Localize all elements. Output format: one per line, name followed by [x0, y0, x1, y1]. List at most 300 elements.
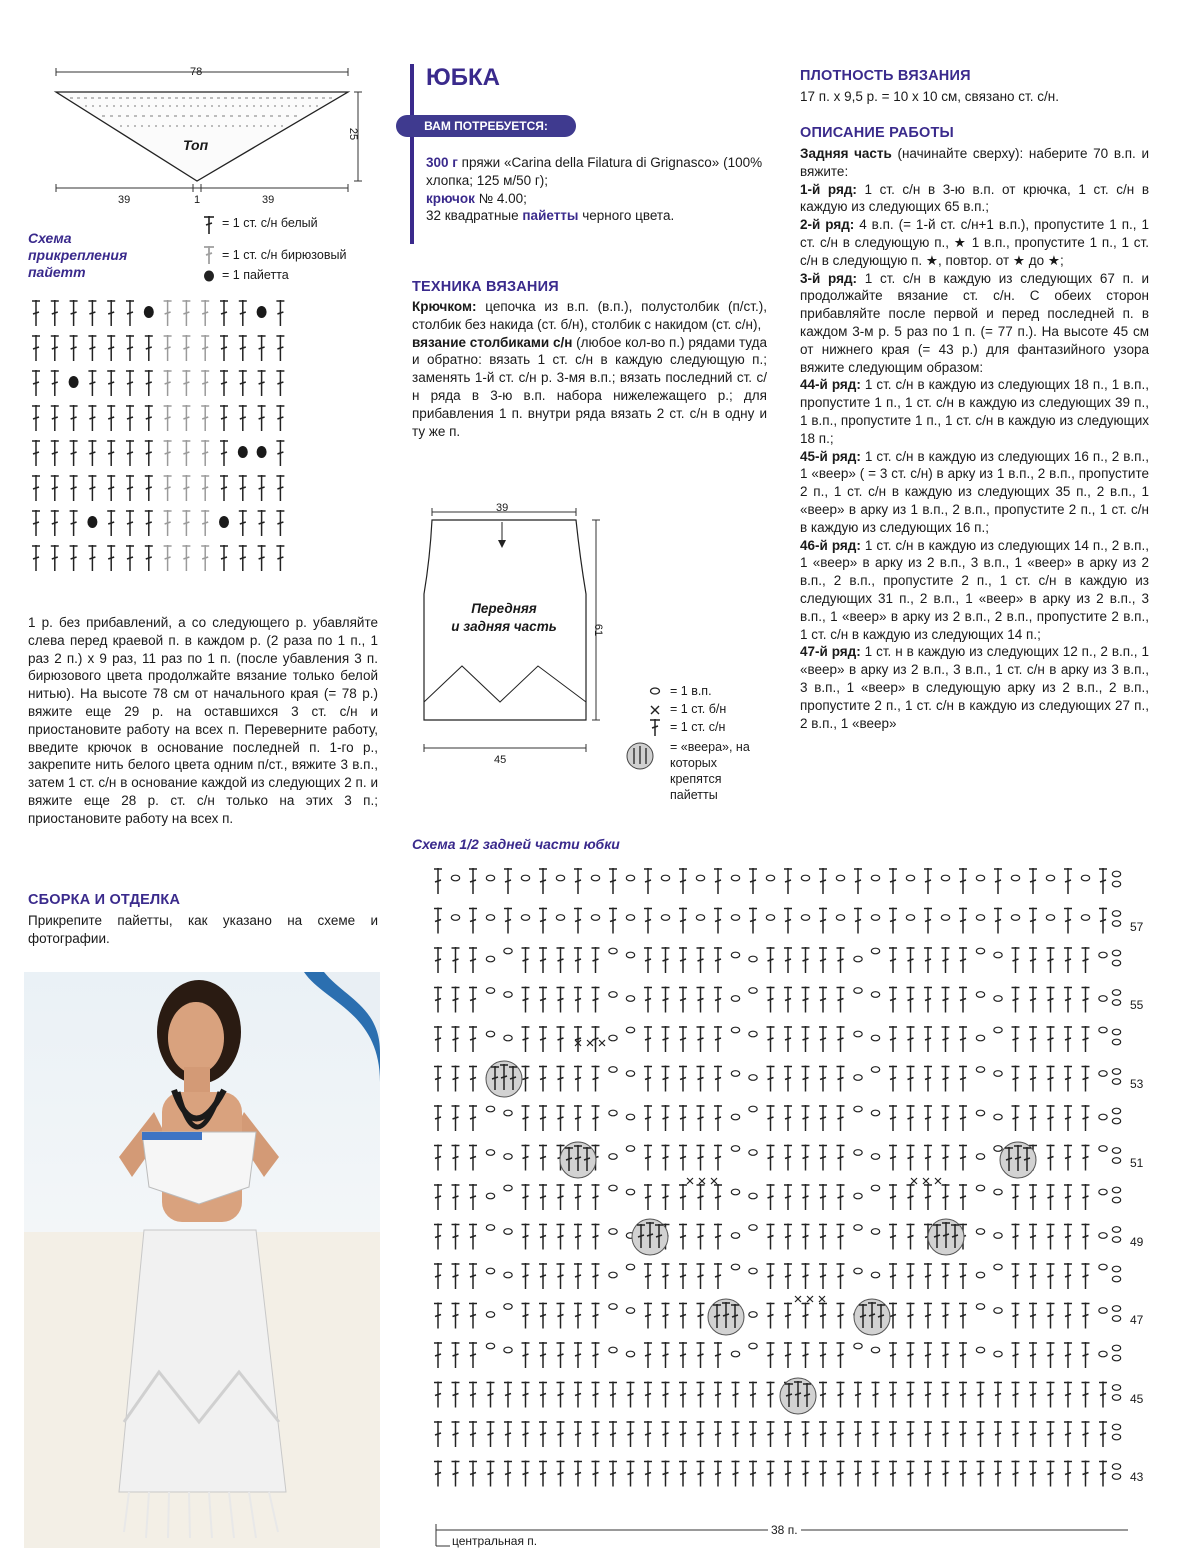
dc-stitch — [1064, 1224, 1072, 1250]
white-dc-stitch — [126, 440, 134, 466]
dc-stitch — [802, 1263, 810, 1289]
white-dc-stitch — [276, 510, 284, 536]
dc-stitch — [889, 1105, 897, 1131]
chain-stitch — [1099, 1189, 1107, 1195]
chain-stitch — [994, 1071, 1002, 1077]
dc-stitch — [644, 1263, 652, 1289]
chain-stitch — [941, 875, 949, 881]
dc-stitch — [784, 1224, 792, 1250]
description-heading: ОПИСАНИЕ РАБОТЫ — [800, 125, 954, 141]
chain-stitch — [1099, 1264, 1107, 1270]
fan-motif — [1000, 1142, 1036, 1178]
chain-stitch — [801, 875, 809, 881]
white-dc-stitch — [220, 545, 228, 571]
dc-stitch — [539, 1342, 547, 1368]
chain-stitch — [749, 1150, 757, 1156]
dc-stitch — [452, 1105, 460, 1131]
turquoise-dc-stitch — [164, 370, 172, 396]
chain-stitch — [504, 1347, 512, 1353]
white-dc-stitch — [70, 300, 78, 326]
dc-stitch — [557, 1066, 565, 1092]
desc-label: 47-й ряд: — [800, 644, 861, 660]
dc-stitch — [1047, 1066, 1055, 1092]
dc-stitch — [924, 1461, 932, 1487]
white-dc-stitch — [32, 300, 40, 326]
dc-stitch — [452, 1342, 460, 1368]
dc-stitch — [469, 1461, 477, 1487]
white-dc-stitch — [32, 475, 40, 501]
dc-stitch — [767, 1303, 775, 1329]
dc-stitch — [837, 1224, 845, 1250]
dc-stitch — [679, 1066, 687, 1092]
chain-stitch — [451, 915, 459, 921]
dc-stitch — [1029, 1382, 1037, 1408]
sc-stitch — [687, 1178, 693, 1184]
dc-stitch — [889, 1461, 897, 1487]
dc-stitch — [802, 1184, 810, 1210]
chain-stitch — [609, 1067, 617, 1073]
white-dc-stitch — [107, 440, 115, 466]
dc-stitch — [1029, 868, 1037, 894]
dc-stitch — [1064, 1066, 1072, 1092]
dc-stitch — [714, 1026, 722, 1052]
chain-stitch — [731, 1351, 739, 1357]
dc-stitch — [1012, 1303, 1020, 1329]
dc-stitch — [837, 1303, 845, 1329]
chain-stitch — [486, 1106, 494, 1112]
dc-stitch — [872, 1421, 880, 1447]
dc-stitch — [802, 1066, 810, 1092]
gauge-text: 17 п. х 9,5 р. = 10 х 10 см, связано ст. с/н. — [800, 89, 1059, 104]
dc-stitch — [452, 1421, 460, 1447]
dc-stitch — [1047, 1382, 1055, 1408]
dc-stitch — [679, 868, 687, 894]
desc-text: 4 в.п. (= 1-й ст. с/н+1 в.п.), пропустите 1 п., 1 ст. с/н в следующую п., ★ 1 в.п., пропустите 1 п., 1 ст. с/н в следующую п. ★, повтор. от ★ до ★; — [800, 217, 1149, 268]
chain-stitch — [1112, 1029, 1120, 1035]
dc-stitch — [679, 947, 687, 973]
dc-stitch — [784, 908, 792, 934]
dc-stitch — [1064, 868, 1072, 894]
sequin-dot — [144, 306, 154, 318]
chain-stitch — [749, 1031, 757, 1037]
dc-stitch — [784, 1145, 792, 1171]
dc-stitch — [959, 1145, 967, 1171]
dc-stitch — [522, 1066, 530, 1092]
dc-stitch — [1099, 1382, 1107, 1408]
dc-stitch — [977, 1382, 985, 1408]
stitch-count-unit: п. — [787, 1523, 798, 1537]
turquoise-dc-stitch — [164, 545, 172, 571]
dc-stitch — [592, 1184, 600, 1210]
white-dc-stitch — [126, 370, 134, 396]
dc-stitch — [714, 1263, 722, 1289]
dc-stitch — [557, 1184, 565, 1210]
chain-stitch — [556, 875, 564, 881]
dc-stitch — [784, 1066, 792, 1092]
row-label: 49 — [1130, 1235, 1144, 1249]
chain-stitch — [1099, 1071, 1107, 1077]
dc-stitch — [749, 868, 757, 894]
dc-stitch — [1012, 1184, 1020, 1210]
dc-stitch — [749, 1421, 757, 1447]
chain-stitch — [871, 992, 879, 998]
dc-stitch — [942, 1342, 950, 1368]
white-dc-stitch — [126, 510, 134, 536]
turquoise-dc-stitch — [182, 405, 190, 431]
dc-stitch — [592, 1026, 600, 1052]
sc-icon — [651, 706, 659, 714]
dc-stitch — [907, 1421, 915, 1447]
dc-stitch — [819, 1224, 827, 1250]
dc-stitch — [1029, 987, 1037, 1013]
dc-stitch — [714, 987, 722, 1013]
chain-stitch — [504, 948, 512, 954]
white-dc-stitch — [145, 510, 153, 536]
dc-stitch — [924, 908, 932, 934]
turquoise-dc-stitch — [182, 335, 190, 361]
dc-stitch — [469, 868, 477, 894]
white-dc-stitch — [276, 475, 284, 501]
chain-stitch — [626, 996, 634, 1002]
dc-stitch — [522, 1026, 530, 1052]
chain-stitch — [1112, 1266, 1120, 1272]
dc-stitch — [469, 1303, 477, 1329]
dc-stitch — [1012, 1342, 1020, 1368]
dc-stitch — [662, 1461, 670, 1487]
dc-stitch — [889, 947, 897, 973]
top-title: Топ — [183, 137, 209, 153]
white-dc-stitch — [145, 545, 153, 571]
dc-stitch — [452, 1026, 460, 1052]
dc-stitch — [1047, 1145, 1055, 1171]
dc-stitch — [679, 1461, 687, 1487]
dc-stitch — [819, 1461, 827, 1487]
dc-stitch — [767, 1342, 775, 1368]
chain-stitch — [1112, 1118, 1120, 1124]
dc-stitch — [697, 947, 705, 973]
top-width-label: 78 — [190, 66, 203, 78]
white-dc-stitch — [239, 510, 247, 536]
chain-stitch — [749, 988, 757, 994]
dc-stitch — [1029, 947, 1037, 973]
dc-stitch — [767, 1105, 775, 1131]
chain-stitch — [801, 915, 809, 921]
chain-stitch — [871, 1185, 879, 1191]
dc-stitch — [679, 1026, 687, 1052]
dc-stitch — [959, 1184, 967, 1210]
chain-stitch — [1112, 1276, 1120, 1282]
dc-stitch — [434, 1066, 442, 1092]
dc-stitch — [907, 1145, 915, 1171]
white-dc-stitch — [51, 510, 59, 536]
dc-stitch — [609, 1421, 617, 1447]
row-label: 55 — [1130, 998, 1144, 1012]
white-dc-stitch — [70, 335, 78, 361]
white-dc-stitch — [276, 440, 284, 466]
dc-stitch — [784, 1105, 792, 1131]
sequin-stitch-grid — [28, 296, 298, 582]
dc-stitch — [907, 1184, 915, 1210]
fan-motif — [928, 1219, 964, 1255]
chain-stitch — [1112, 1306, 1120, 1312]
dc-stitch — [907, 1263, 915, 1289]
chain-stitch — [1112, 1158, 1120, 1164]
white-dc-stitch — [145, 440, 153, 466]
row-label: 57 — [1130, 920, 1144, 934]
dc-stitch — [539, 1461, 547, 1487]
white-dc-stitch — [70, 440, 78, 466]
dc-stitch — [434, 1342, 442, 1368]
assembly-text: Прикрепите пайетты, как указано на схеме и фотографии. — [28, 913, 378, 946]
dc-stitch — [574, 1461, 582, 1487]
chain-stitch — [451, 875, 459, 881]
chain-stitch — [486, 1343, 494, 1349]
dc-stitch — [837, 1263, 845, 1289]
dc-stitch — [1082, 1224, 1090, 1250]
dc-stitch — [487, 1382, 495, 1408]
dc-stitch — [1064, 947, 1072, 973]
dc-stitch — [697, 1105, 705, 1131]
dc-stitch — [679, 1224, 687, 1250]
dc-stitch — [662, 1263, 670, 1289]
chain-stitch — [626, 1027, 634, 1033]
dc-stitch — [679, 1145, 687, 1171]
chain-stitch — [1112, 960, 1120, 966]
dc-stitch — [749, 1461, 757, 1487]
chain-stitch — [976, 1035, 984, 1041]
dc-stitch — [1047, 1263, 1055, 1289]
dc-stitch — [1064, 987, 1072, 1013]
dc-stitch — [942, 1303, 950, 1329]
white-dc-stitch — [51, 405, 59, 431]
turquoise-dc-icon — [204, 246, 214, 264]
dc-stitch — [819, 1066, 827, 1092]
skirt-accent-bar — [410, 64, 414, 244]
chain-stitch — [1112, 1069, 1120, 1075]
dc-stitch — [644, 1184, 652, 1210]
dc-stitch — [924, 1026, 932, 1052]
dc-stitch — [784, 1461, 792, 1487]
chain-stitch — [1112, 1237, 1120, 1243]
dc-stitch — [767, 1184, 775, 1210]
dc-stitch — [679, 987, 687, 1013]
dc-stitch — [1082, 1026, 1090, 1052]
dc-stitch — [784, 1263, 792, 1289]
dc-stitch — [802, 1303, 810, 1329]
chain-stitch — [731, 1071, 739, 1077]
chain-stitch — [1112, 1474, 1120, 1480]
dc-stitch — [469, 987, 477, 1013]
dc-stitch — [539, 1224, 547, 1250]
turquoise-dc-stitch — [201, 510, 209, 536]
dc-stitch — [504, 1421, 512, 1447]
dc-stitch — [469, 908, 477, 934]
chain-stitch — [836, 915, 844, 921]
chain-stitch — [504, 1185, 512, 1191]
dc-stitch — [434, 908, 442, 934]
dc-stitch — [452, 1066, 460, 1092]
dc-stitch — [522, 1303, 530, 1329]
dc-stitch — [889, 1026, 897, 1052]
dc-stitch — [942, 1421, 950, 1447]
chain-stitch — [906, 875, 914, 881]
chain-stitch — [731, 875, 739, 881]
sequins-pre: 32 квадратные — [426, 208, 523, 224]
chain-stitch — [976, 1154, 984, 1160]
dc-stitch — [452, 1303, 460, 1329]
chain-stitch — [609, 1347, 617, 1353]
chain-stitch — [994, 1146, 1002, 1152]
dc-stitch — [697, 1263, 705, 1289]
fan-motif — [708, 1299, 744, 1335]
white-dc-stitch — [276, 405, 284, 431]
dc-stitch — [592, 1342, 600, 1368]
dc-stitch — [1064, 1382, 1072, 1408]
chain-stitch — [609, 1272, 617, 1278]
top-bottom-label-right: 39 — [262, 194, 275, 206]
desc-text: 1 ст. с/н в каждую из следующих 14 п., 2 в.п., 1 «веер» в арку из 2 в.п., 3 в.п., 1 «веер» в арку из 2 в.п., 2 в.п., пропустите 2 п., 1 ст. с/н в каждую из следующих 31 п., 2 в.п., 1 «веер» в арку из 2 в.п., 3 в.п., 1 «веер» в арку из 2 в.п., 2 в.п., пропустите 2 в.п., 1 ст. с/н в каждую из следующих 14 п.; — [800, 537, 1149, 642]
dc-stitch — [644, 1066, 652, 1092]
dc-stitch — [627, 1382, 635, 1408]
dc-stitch — [522, 1342, 530, 1368]
white-dc-stitch — [70, 475, 78, 501]
dc-stitch — [767, 987, 775, 1013]
dc-stitch — [1082, 1461, 1090, 1487]
chain-stitch — [1112, 1464, 1120, 1470]
skirt-stitch-chart — [428, 860, 1168, 1560]
chain-stitch — [626, 875, 634, 881]
chain-stitch — [1099, 1233, 1107, 1239]
dc-stitch — [679, 1382, 687, 1408]
dc-stitch — [557, 1421, 565, 1447]
chain-stitch — [696, 875, 704, 881]
chain-stitch — [1099, 952, 1107, 958]
chain-stitch — [766, 915, 774, 921]
chain-stitch — [854, 1031, 862, 1037]
dc-stitch — [522, 1421, 530, 1447]
dc-stitch — [1064, 1105, 1072, 1131]
dc-stitch — [837, 1066, 845, 1092]
dc-stitch — [959, 908, 967, 934]
white-dc-stitch — [32, 440, 40, 466]
chain-stitch — [731, 915, 739, 921]
dc-stitch — [1082, 1105, 1090, 1131]
desc-label: 2-й ряд: — [800, 217, 855, 233]
white-dc-stitch — [258, 335, 266, 361]
dc-stitch — [732, 1461, 740, 1487]
dc-stitch — [767, 1382, 775, 1408]
dc-stitch — [574, 868, 582, 894]
dc-stitch — [452, 1224, 460, 1250]
white-dc-stitch — [88, 440, 96, 466]
turquoise-dc-stitch — [164, 475, 172, 501]
chain-stitch — [486, 915, 494, 921]
white-dc-stitch — [239, 370, 247, 396]
dc-stitch — [767, 947, 775, 973]
dc-stitch — [574, 987, 582, 1013]
chain-stitch — [609, 1304, 617, 1310]
sequin-legend — [200, 214, 380, 286]
dc-stitch — [1064, 1342, 1072, 1368]
chain-stitch — [731, 1146, 739, 1152]
dc-stitch — [1012, 1421, 1020, 1447]
chain-stitch — [1112, 1434, 1120, 1440]
white-dc-stitch — [88, 370, 96, 396]
white-dc-icon — [204, 216, 214, 234]
dc-stitch — [434, 1184, 442, 1210]
dc-stitch — [469, 1263, 477, 1289]
dc-stitch — [592, 1105, 600, 1131]
caption-line: прикрепления — [28, 247, 128, 263]
dc-stitch — [714, 868, 722, 894]
dc-stitch — [644, 1303, 652, 1329]
dc-stitch — [889, 868, 897, 894]
chain-stitch — [1112, 990, 1120, 996]
sequin-dot — [257, 446, 267, 458]
dc-stitch — [907, 1224, 915, 1250]
chain-stitch — [1099, 1351, 1107, 1357]
dc-stitch — [557, 1461, 565, 1487]
white-dc-stitch — [126, 335, 134, 361]
dc-stitch — [539, 1066, 547, 1092]
dc-stitch — [1064, 1263, 1072, 1289]
dc-stitch — [819, 1342, 827, 1368]
chain-stitch — [1112, 1187, 1120, 1193]
dc-stitch — [539, 1026, 547, 1052]
stitch-count-value: 38 — [771, 1523, 785, 1537]
dc-stitch — [767, 1066, 775, 1092]
dc-stitch — [609, 868, 617, 894]
dc-stitch — [1047, 1342, 1055, 1368]
chain-stitch — [504, 1304, 512, 1310]
white-dc-stitch — [107, 335, 115, 361]
dc-stitch — [522, 947, 530, 973]
dc-stitch — [837, 1105, 845, 1131]
dc-stitch — [469, 1066, 477, 1092]
dc-stitch — [679, 1303, 687, 1329]
skirt-legend — [622, 684, 772, 812]
chain-stitch — [1046, 875, 1054, 881]
white-dc-stitch — [88, 475, 96, 501]
dc-stitch — [854, 1421, 862, 1447]
chain-stitch — [994, 1233, 1002, 1239]
chain-stitch — [854, 1343, 862, 1349]
dc-stitch — [522, 1224, 530, 1250]
dc-stitch — [749, 1382, 757, 1408]
dc-stitch — [784, 1342, 792, 1368]
dc-stitch — [1047, 1224, 1055, 1250]
chain-stitch — [626, 1189, 634, 1195]
white-dc-stitch — [70, 510, 78, 536]
white-dc-stitch — [107, 545, 115, 571]
dc-stitch — [644, 947, 652, 973]
chain-stitch — [1112, 1108, 1120, 1114]
dc-stitch — [539, 987, 547, 1013]
dc-stitch — [662, 1303, 670, 1329]
chain-stitch — [609, 1035, 617, 1041]
white-dc-stitch — [220, 440, 228, 466]
dc-stitch — [434, 1303, 442, 1329]
chain-stitch — [749, 1343, 757, 1349]
dc-stitch — [1099, 908, 1107, 934]
dc-stitch — [837, 1421, 845, 1447]
dc-stitch — [539, 1382, 547, 1408]
chain-stitch — [749, 1268, 757, 1274]
white-dc-stitch — [32, 510, 40, 536]
chain-stitch — [976, 915, 984, 921]
sc-stitch — [711, 1178, 717, 1184]
dc-stitch — [889, 1421, 897, 1447]
